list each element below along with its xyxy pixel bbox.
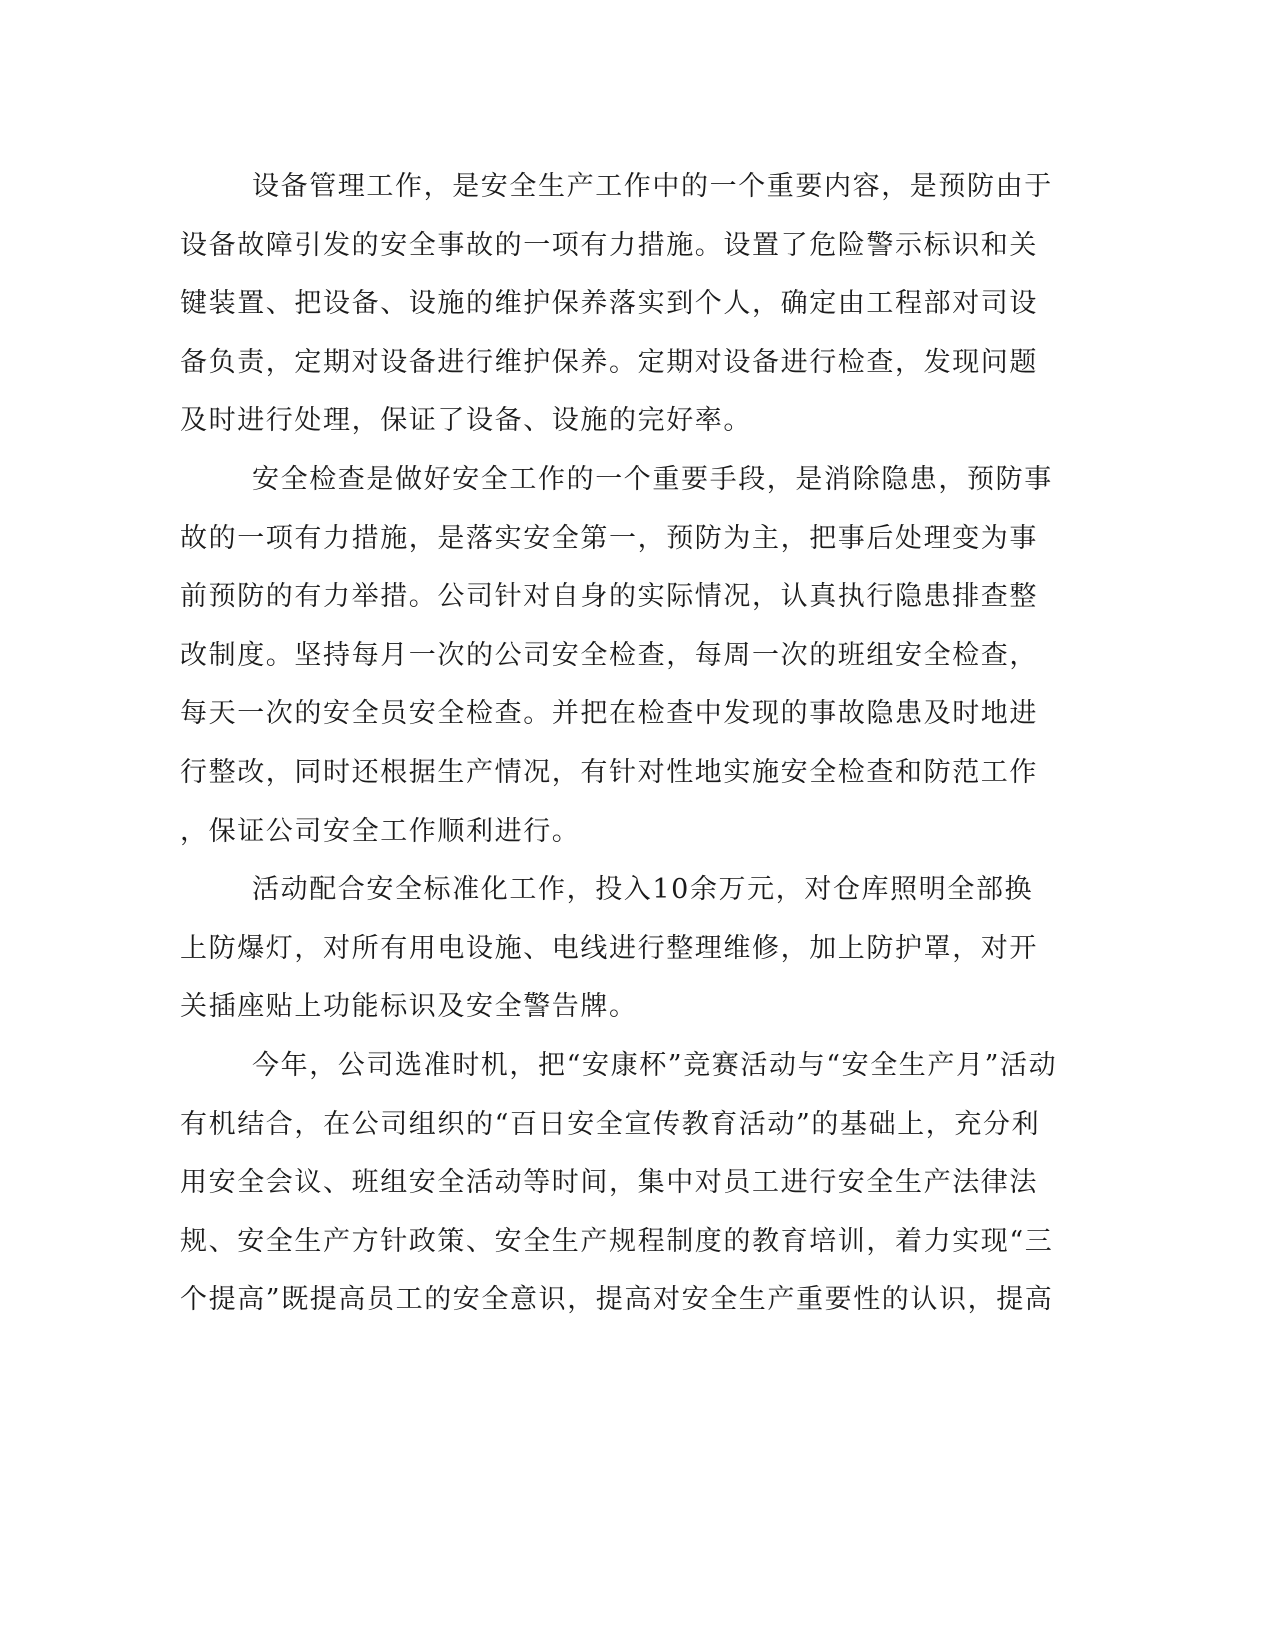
text-line: 规、安全生产方针政策、安全生产规程制度的教育培训，着力实现“三 <box>180 1225 1054 1257</box>
text-line: 每天一次的安全员安全检查。并把在检查中发现的事故隐患及时地进 <box>180 698 1038 730</box>
text-line: 用安全会议、班组安全活动等时间，集中对员工进行安全生产法律法 <box>180 1167 1038 1199</box>
text-line: 关插座贴上功能标识及安全警告牌。 <box>180 991 638 1023</box>
paragraph-safety-education <box>180 1037 1058 1330</box>
text-line: 键装置、把设备、设施的维护保养落实到个人，确定由工程部对司设 <box>180 288 1038 320</box>
text-line: 备负责，定期对设备进行维护保养。定期对设备进行检查，发现问题 <box>180 346 1038 378</box>
text-line: 及时进行处理，保证了设备、设施的完好率。 <box>180 405 752 437</box>
paragraph-equipment-management <box>180 158 1053 451</box>
text-line: 设备管理工作，是安全生产工作中的一个重要内容，是预防由于 <box>252 171 1053 202</box>
text-line: 改制度。坚持每月一次的公司安全检查，每周一次的班组安全检查， <box>180 639 1038 671</box>
text-line: 上防爆灯，对所有用电设施、电线进行整理维修，加上防护罩，对开 <box>180 932 1038 964</box>
text-line: 设备故障引发的安全事故的一项有力措施。设置了危险警示标识和关 <box>180 229 1038 261</box>
text-line: 安全检查是做好安全工作的一个重要手段，是消除隐患，预防事 <box>252 463 1053 495</box>
paragraph-safety-inspection <box>180 451 1053 861</box>
text-line: ，保证公司安全工作顺利进行。 <box>180 815 581 847</box>
text-line: 前预防的有力举措。公司针对自身的实际情况，认真执行隐患排查整 <box>180 581 1038 613</box>
text-line: 故的一项有力措施，是落实安全第一，预防为主，把事后处理变为事 <box>180 522 1038 554</box>
text-line: 今年，公司选准时机，把“安康杯”竞赛活动与“安全生产月”活动 <box>252 1049 1058 1081</box>
paragraph-standardization-activity <box>180 861 1038 1037</box>
text-line: 有机结合，在公司组织的“百日安全宣传教育活动”的基础上，充分利 <box>180 1108 1041 1140</box>
text-line: 活动配合安全标准化工作，投入10余万元，对仓库照明全部换 <box>252 874 1034 906</box>
text-line: 个提高”既提高员工的安全意识，提高对安全生产重要性的认识，提高 <box>180 1284 1054 1316</box>
body-text <box>180 158 1058 1330</box>
text-line: 行整改，同时还根据生产情况，有针对性地实施安全检查和防范工作 <box>180 756 1038 788</box>
